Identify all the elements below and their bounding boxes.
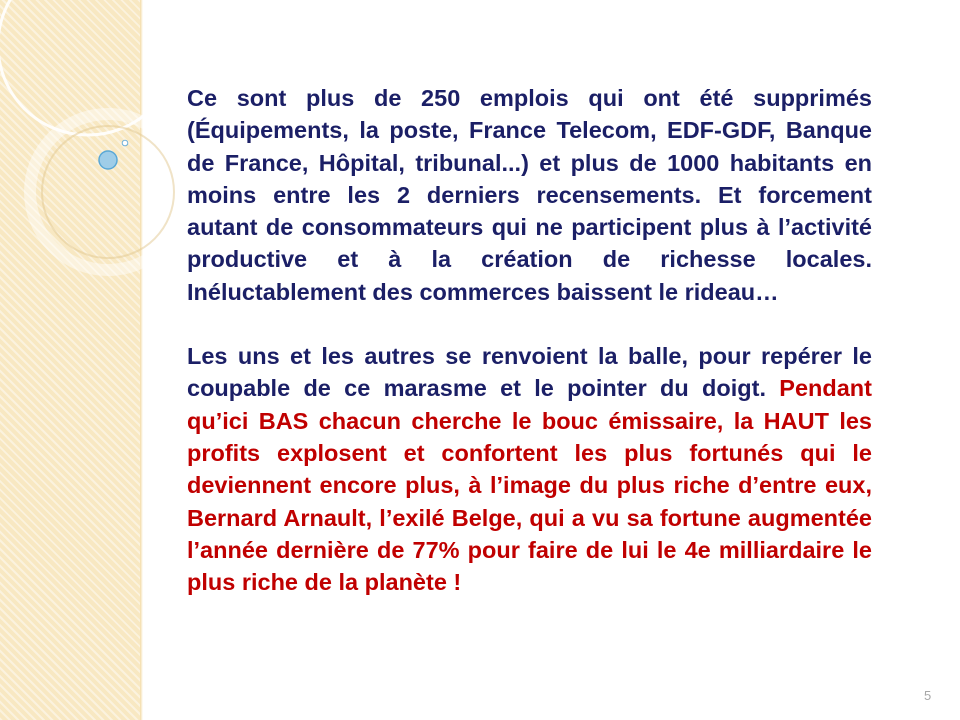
thick-ring-circle bbox=[30, 114, 186, 270]
slide-body bbox=[187, 82, 872, 598]
inner-ring-circle bbox=[42, 126, 174, 258]
paragraph-blame bbox=[187, 340, 872, 598]
small-bead-icon bbox=[122, 140, 128, 146]
paragraph-blame-red-text: Pendant qu’ici BAS chacun cherche le bouc émissaire, la HAUT les profits explosent et confortent les plus fortunés qui le deviennent encore plus, à l’image du plus riche d’entre eux, Bernard Arnault, l’exilé Belge, qui a vu sa fortune augmentée l’année dernière de 77% pour faire de lui le 4e milliardaire le plus riche de la planète ! bbox=[187, 375, 872, 596]
paragraph-blame-blue-text: Les uns et les autres se renvoient la balle, pour repérer le coupable de ce marasme et le pointer du doigt. bbox=[187, 343, 872, 402]
paragraph-gap bbox=[187, 308, 872, 340]
paragraph-employment: Ce sont plus de 250 emplois qui ont été supprimés (Équipements, la poste, France Telecom, EDF-GDF, Banque de France, Hôpital, tribunal...) et plus de 1000 habitants en moins entre les 2 derniers recensements. Et forcement autant de consommateurs qui ne participent plus à l’activité productive et à la création de richesse locales. Inéluctablement des commerces baissent le rideau… bbox=[187, 85, 872, 305]
slide-number: 5 bbox=[924, 688, 932, 703]
blue-bead-icon bbox=[99, 151, 117, 169]
decorative-circles bbox=[0, 0, 200, 330]
